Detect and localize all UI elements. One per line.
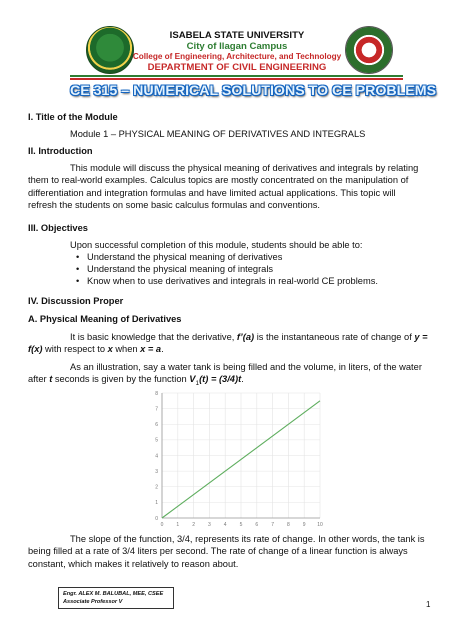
intro-line: This module will discuss the physical meaning of derivatives and integrals by relating [70,163,419,173]
objective-item: • Understand the physical meaning of integrals [76,264,274,274]
department-name: DEPARTMENT OF CIVIL ENGINEERING [147,62,327,73]
volume-line-chart [148,387,326,529]
introduction-paragraph [28,162,446,212]
header-divider-red [70,78,403,80]
y-tick-label: 4 [155,453,158,460]
x-tick-label: 7 [271,522,274,528]
course-title: CE 315 – NUMERICAL SOLUTIONS TO CE PROBLEMS [70,83,437,99]
intro-line: them to real-world examples. Calculus topics are mostly concentrated on the manipulation of [28,175,409,186]
bullet-icon: • [76,276,80,286]
y-tick-label: 5 [155,437,158,444]
x-tick-label: 5 [239,522,243,528]
section-heading-title: I. Title of the Module [28,112,118,122]
bullet-icon: • [76,264,80,274]
y-tick-label: 1 [155,500,158,507]
x-tick-label: 8 [287,522,290,528]
module-title: Module 1 – PHYSICAL MEANING OF DERIVATIVES AND INTEGRALS [70,129,366,139]
author-position: Associate Professor V [63,599,123,605]
section-heading-introduction: II. Introduction [28,146,93,156]
campus-name: City of Ilagan Campus [186,41,288,52]
page-number: 1 [426,600,431,609]
y-tick-label: 3 [155,468,158,475]
x-tick-label: 0 [160,522,164,528]
author-signature-box [58,587,174,609]
x-tick-label: 6 [255,522,259,528]
x-tick-label: 10 [317,522,323,528]
y-tick-label: 8 [155,390,158,397]
x-tick-label: 1 [176,522,180,528]
y-tick-label: 0 [155,515,158,522]
objective-item: • Know when to use derivatives and integrals in real-world CE problems. [76,276,378,286]
bullet-icon: • [76,252,80,262]
x-tick-label: 9 [302,522,306,528]
subsection-heading-derivatives: A. Physical Meaning of Derivatives [28,314,182,324]
author-name: Engr. ALEX M. BALUBAL, MEE, CSEE [63,591,164,597]
derivative-definition-paragraph: It is basic knowledge that the derivative, f’(a) is the instantaneous rate of change of y = f(x) with respect to x when x = a. [28,332,428,355]
intro-line: refresh the students on some basic calculus formulas and conventions. [28,200,320,211]
slope-paragraph: The slope of the function, 3/4, represents its rate of change. In other words, the tank is being filled at a rate of 3/4 liters per second. The rate of change of a linear function is always constant, which makes it relatively to reason about. [28,534,425,569]
x-tick-label: 2 [192,522,195,528]
objectives-intro: Upon successful completion of this module, students should be able to: [70,240,363,250]
y-tick-label: 6 [155,422,158,429]
objective-item: • Understand the physical meaning of derivatives [76,252,283,262]
college-name: College of Engineering, Architecture, and Technology [132,52,342,61]
x-tick-label: 3 [208,522,211,528]
y-tick-label: 7 [155,406,158,413]
illustration-paragraph: As an illustration, say a water tank is being filled and the volume, in liters, of the water after t seconds is given by the function $V_1(t) = (3/4)t$. [28,362,422,388]
section-heading-discussion: IV. Discussion Proper [28,296,124,306]
header-divider-green [70,75,403,77]
section-heading-objectives: III. Objectives [28,223,88,233]
y-tick-label: 2 [155,484,158,491]
x-tick-label: 4 [223,522,227,528]
university-name: ISABELA STATE UNIVERSITY [169,30,305,41]
intro-line: differentiation and integration formulas and have limited actual applications. This topic will [28,187,396,198]
